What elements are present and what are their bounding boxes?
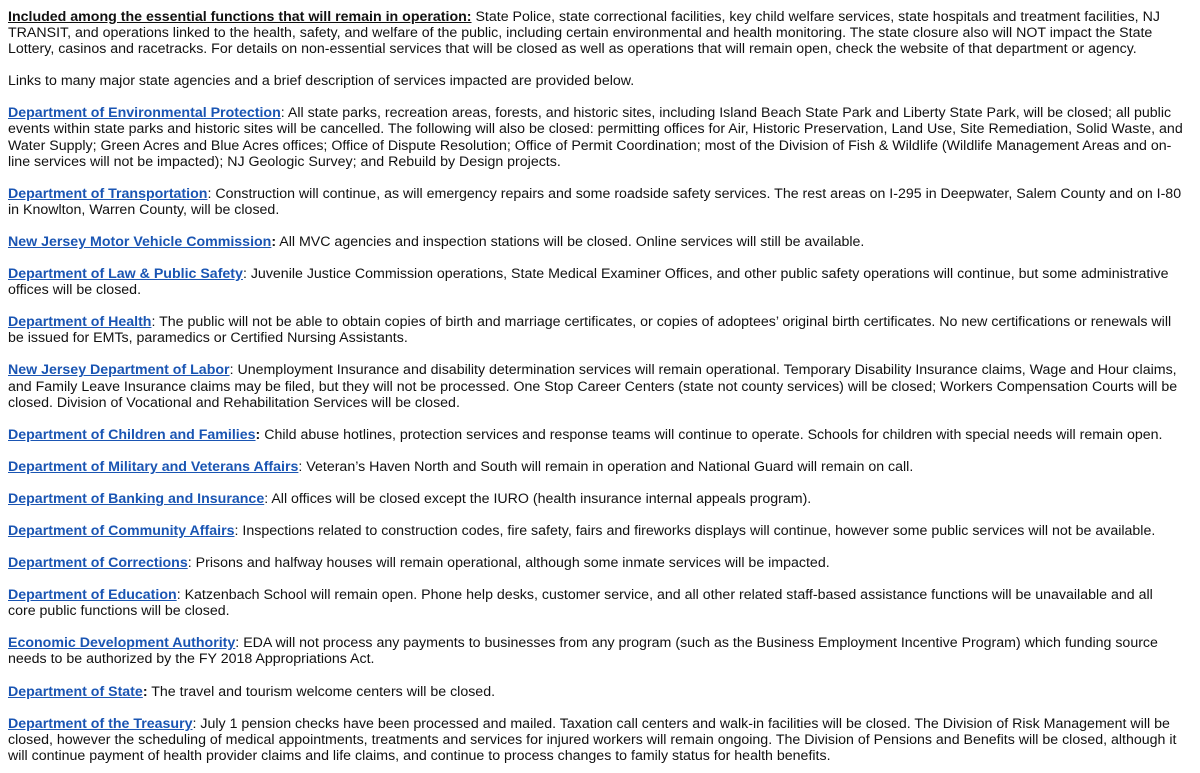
dept-link-military-veterans-affairs[interactable]: Department of Military and Veterans Affairs — [8, 458, 299, 475]
separator: : — [242, 266, 247, 283]
dept-corrections — [8, 555, 1184, 571]
dept-description: Child abuse hotlines, protection services and response teams will continue to operate. Schools for children with special needs will remain open. — [260, 426, 1163, 443]
dept-link-corrections[interactable]: Department of Corrections — [8, 555, 188, 572]
dept-link-banking-insurance[interactable]: Department of Banking and Insurance — [8, 490, 265, 507]
links-intro: Links to many major state agencies and a brief description of services impacted are provided below. — [8, 73, 635, 90]
dept-children-families — [8, 427, 1184, 443]
dept-link-children-families[interactable]: Department of Children and Families — [8, 426, 256, 443]
separator: : — [234, 522, 239, 539]
separator: : — [207, 185, 212, 202]
dept-description: All offices will be closed except the IURO (health insurance internal appeals program). — [268, 490, 812, 507]
dept-description: Prisons and halfway houses will remain operational, although some inmate services will be impacted. — [191, 555, 830, 572]
dept-law-public-safety — [8, 266, 1184, 298]
separator: : — [280, 105, 285, 122]
dept-environmental-protection — [8, 105, 1184, 169]
dept-transportation — [8, 186, 1184, 218]
dept-banking-insurance — [8, 491, 1184, 507]
dept-description: Juvenile Justice Commission operations, State Medical Examiner Offices, and other public safety operations will continue, but some administrative offices will be closed. — [8, 266, 1169, 299]
separator: : — [142, 683, 148, 700]
dept-link-treasury[interactable]: Department of the Treasury — [8, 715, 193, 732]
separator: : — [264, 490, 269, 507]
dept-link-environmental-protection[interactable]: Department of Environmental Protection — [8, 105, 281, 122]
dept-community-affairs — [8, 523, 1184, 539]
dept-motor-vehicle-commission — [8, 234, 1184, 250]
dept-description: All state parks, recreation areas, forests, and historic sites, including Island Beach State Park and Liberty State Park, will be closed; all public events within state parks and historic sites will be cancelled. The following will also be closed: permitting offices for Air, Historic Preservation, Land Use, Site Remediation, Solid Waste, and Water Supply; Green Acres and Blue Acres offices; Office of Dispute Resolution; Office of Permit Coordination; most of the Division of Fish & Wildlife (Wildlife Management Areas and on-line services will not be impacted); NJ Geologic Survey; and Rebuild by Design projects. — [8, 105, 1183, 170]
dept-description: Construction will continue, as will emergency repairs and some roadside safety services. The rest areas on I-295 in Deepwater, Salem County and on I-80 in Knowlton, Warren County, will be closed. — [8, 185, 1182, 218]
dept-state — [8, 684, 1184, 700]
dept-health — [8, 314, 1184, 346]
dept-economic-development-authority — [8, 635, 1184, 667]
separator: : — [192, 715, 197, 732]
dept-description: Veteran’s Haven North and South will remain in operation and National Guard will remain on call. — [302, 458, 914, 475]
dept-description: The travel and tourism welcome centers will be closed. — [147, 683, 496, 700]
separator: : — [255, 426, 261, 443]
dept-description: Unemployment Insurance and disability determination services will remain operational. Temporary Disability Insurance claims, Wage and Hour claims, and Family Leave Insurance claims may be filed, but they will not be processed. One Stop Career Centers (state not county services) will be closed; Workers Compensation Courts will be closed. Division of Vocational and Rehabilitation Services will be closed. — [8, 362, 1178, 411]
dept-link-labor[interactable]: New Jersey Department of Labor — [8, 362, 230, 379]
separator: : — [151, 314, 156, 331]
dept-description: EDA will not process any payments to businesses from any program (such as the Business Employment Incentive Program) which funding source needs to be authorized by the FY 2018 Appropriations Act. — [8, 635, 1158, 668]
dept-description: Katzenbach School will remain open. Phone help desks, customer service, and all other related staff-based assistance functions will be unavailable and all core public functions will be closed. — [8, 587, 1153, 620]
intro-text: State Police, state correctional facilities, key child welfare services, state hospitals and treatment facilities, NJ TRANSIT, and operations linked to the health, safety, and welfare of the public, including certain environmental and health monitoring. The state closure also will NOT impact the State Lottery, casinos and racetracks. For details on non-essential services that will be closed as well as operations that will remain open, check the website of that department or agency. — [8, 9, 1160, 58]
dept-treasury — [8, 716, 1184, 764]
dept-link-health[interactable]: Department of Health — [8, 314, 152, 331]
dept-description: July 1 pension checks have been processed and mailed. Taxation call centers and walk-in facilities will be closed. The Division of Risk Management will be closed, however the scheduling of medical appointments, treatments and services for injured workers will remain ongoing. The Division of Pensions and Benefits will be closed, although it will continue payment of health provider claims and life claims, and continue to process changes to family status for health benefits. — [8, 715, 1177, 764]
dept-link-education[interactable]: Department of Education — [8, 587, 177, 604]
dept-description: The public will not be able to obtain copies of birth and marriage certificates, or copies of adoptees’ original birth certificates. No new certifications or renewals will be issued for EMTs, paramedics or Certified Nursing Assistants. — [8, 314, 1172, 347]
separator: : — [271, 233, 277, 250]
dept-link-economic-development-authority[interactable]: Economic Development Authority — [8, 635, 236, 652]
separator: : — [187, 555, 192, 572]
separator: : — [235, 635, 240, 652]
dept-military-veterans-affairs — [8, 459, 1184, 475]
dept-labor — [8, 362, 1184, 410]
dept-link-transportation[interactable]: Department of Transportation — [8, 185, 208, 202]
separator: : — [298, 458, 303, 475]
dept-link-state[interactable]: Department of State — [8, 683, 143, 700]
dept-link-community-affairs[interactable]: Department of Community Affairs — [8, 522, 235, 539]
dept-description: Inspections related to construction codes, fire safety, fairs and fireworks displays will continue, however some public services will not be available. — [238, 522, 1156, 539]
dept-link-law-public-safety[interactable]: Department of Law & Public Safety — [8, 266, 243, 283]
intro-paragraph — [8, 9, 1184, 57]
separator: : — [229, 362, 234, 379]
dept-link-motor-vehicle-commission[interactable]: New Jersey Motor Vehicle Commission — [8, 233, 272, 250]
dept-description: All MVC agencies and inspection stations will be closed. Online services will still be available. — [276, 233, 865, 250]
intro-label: Included among the essential functions that will remain in operation: — [8, 9, 472, 25]
separator: : — [176, 587, 181, 604]
dept-education — [8, 587, 1184, 619]
